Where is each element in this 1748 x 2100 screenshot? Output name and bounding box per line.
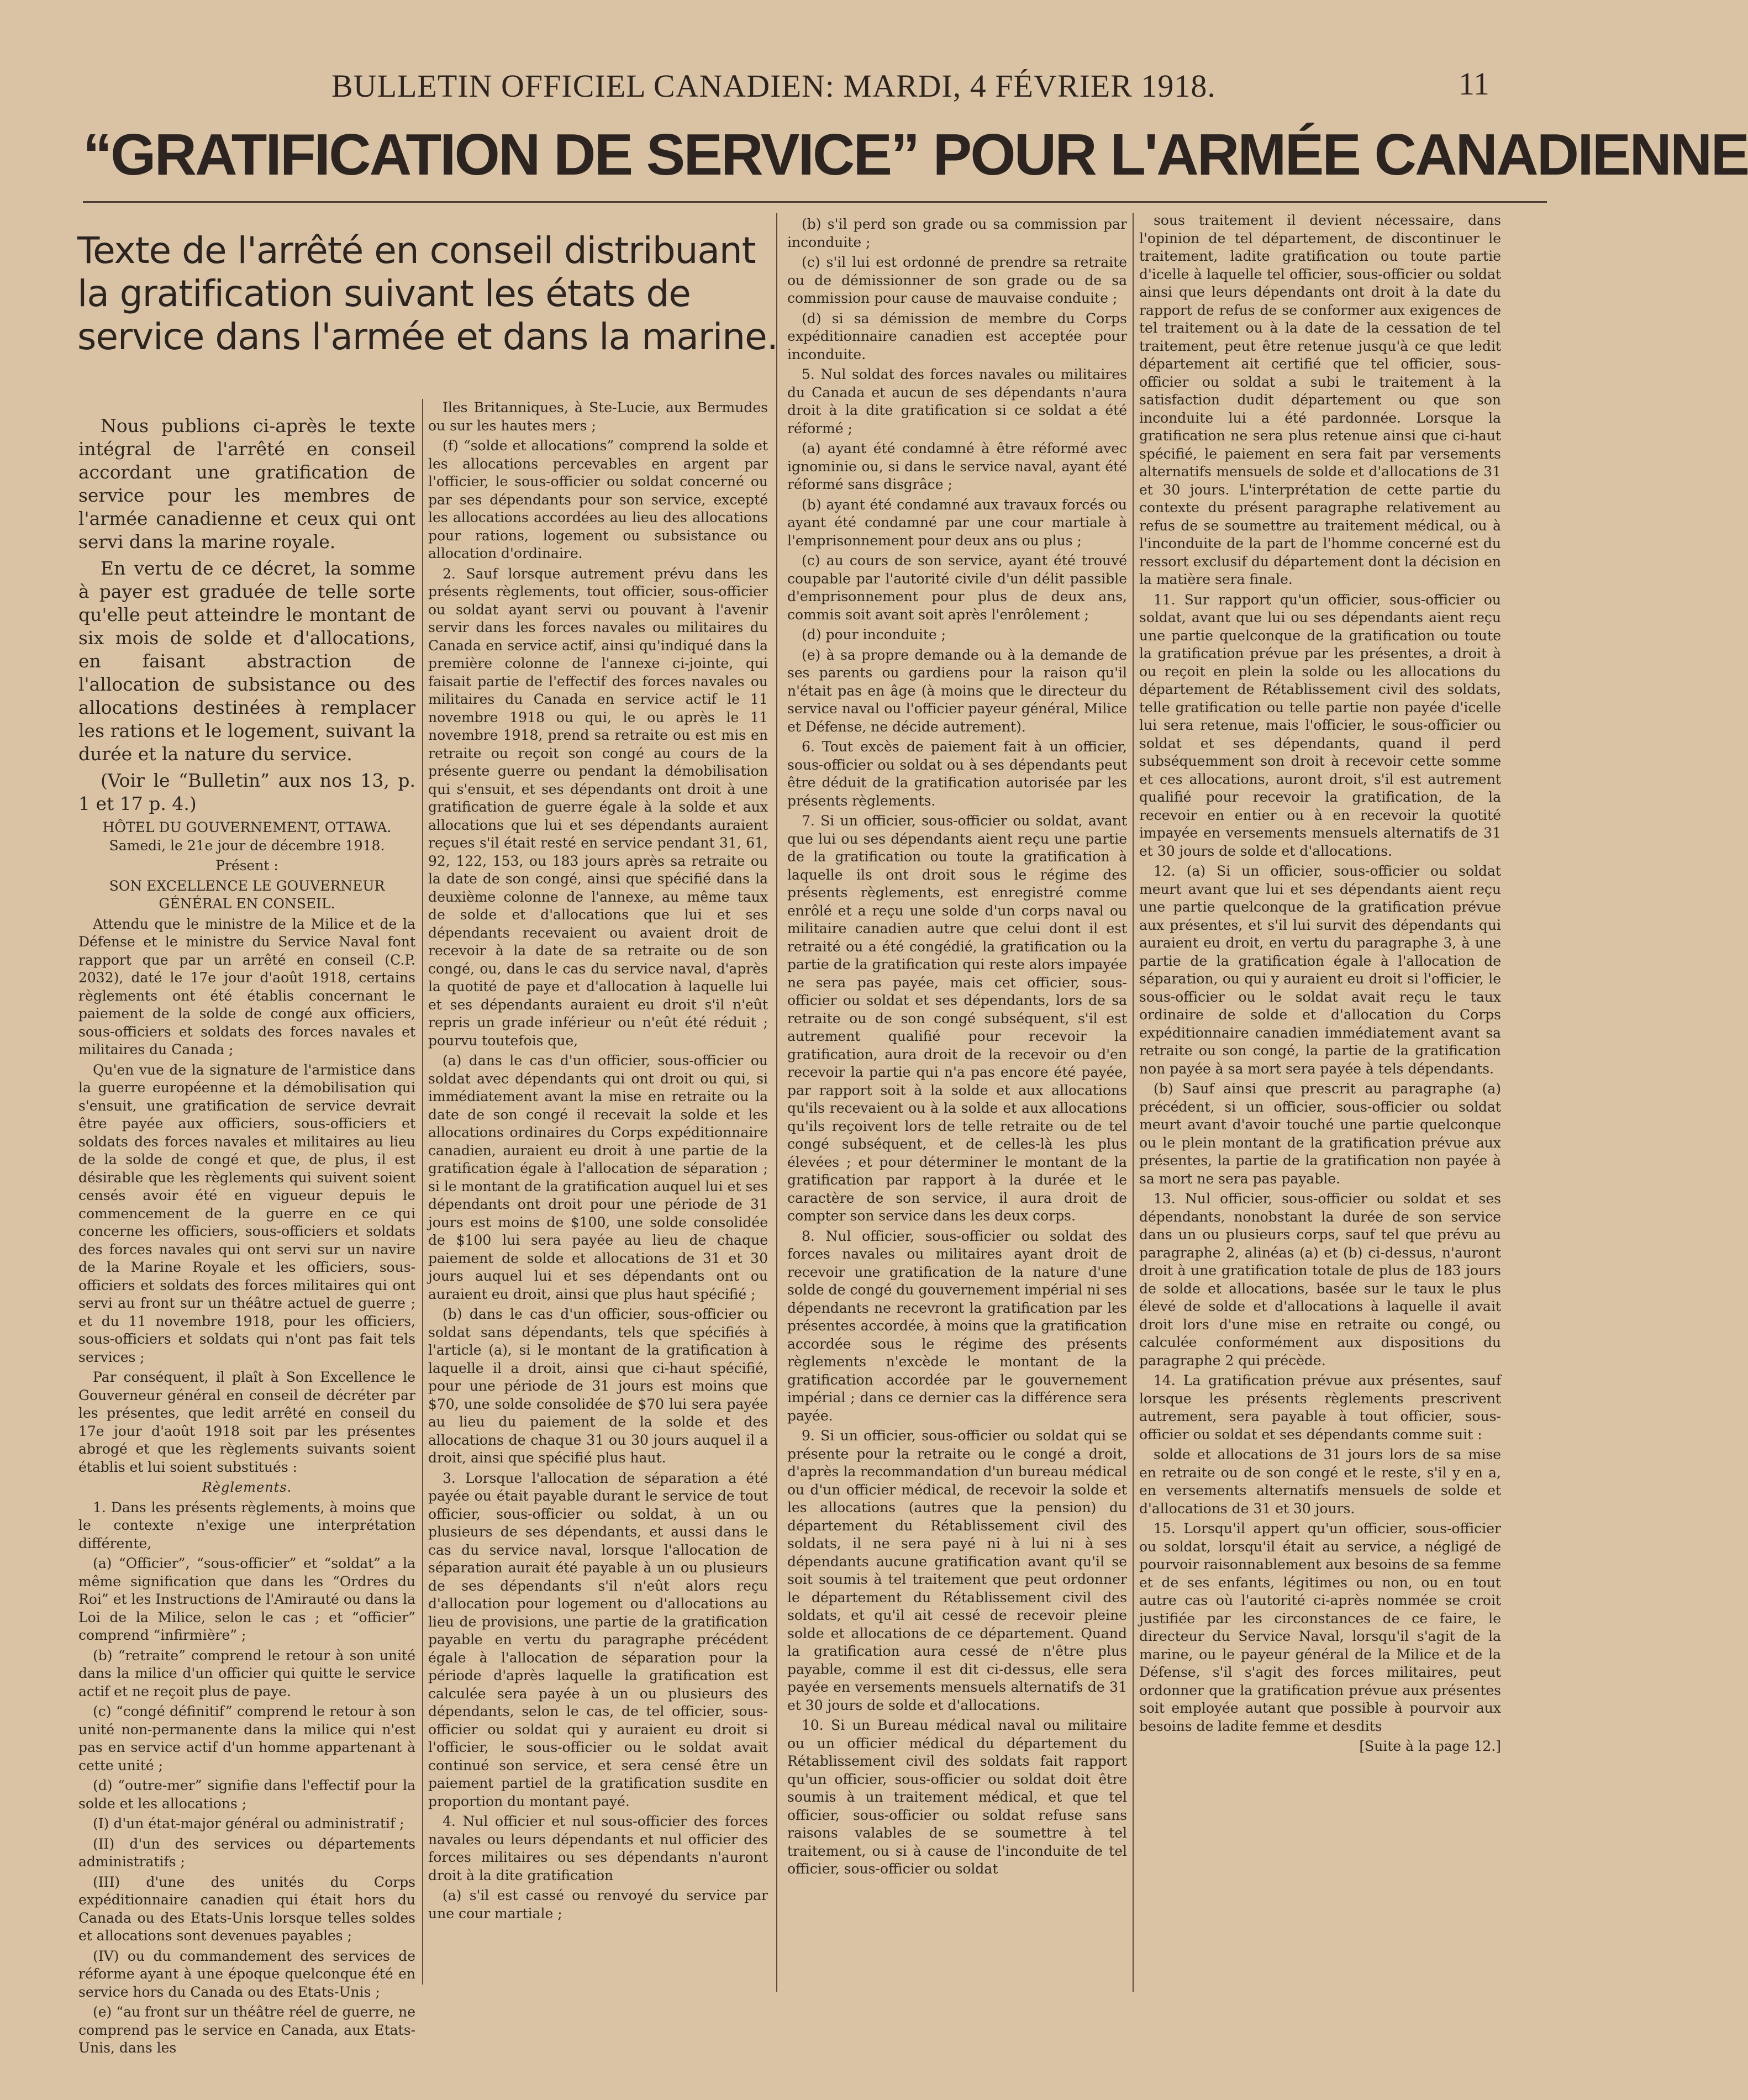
paragraph: (II) d'un des services ou départements administratifs ; [78,1835,415,1870]
column-1 [78,414,415,2056]
paragraph: (I) d'un état-major général ou administratif ; [93,1815,404,1831]
intro-paragraph: En vertu de ce décret, la somme à payer est graduée de telle sorte qu'elle peut atteindre le montant de six mois de solde et d'allocations, en faisant abstraction de l'allocation de subsistance ou des allocations destinées à remplacer les rations et le logement, suivant la durée et la nature du service. [78,557,415,765]
page-number: 11 [1459,66,1489,102]
paragraph: (a) ayant été condamné à être réformé avec ignominie ou, si dans le service naval, ayant été réformé sans disgrâce ; [787,440,1127,492]
column-divider [1133,213,1134,1992]
paragraph: (c) s'il lui est ordonné de prendre sa retraite ou de démissionner de son grade ou de sa commission pour cause de mauvaise conduite ; [787,254,1127,306]
paragraph: (d) “outre-mer” signifie dans l'effectif pour la solde et les allocations ; [78,1777,415,1812]
paragraph: 12. (a) Si un officier, sous-officier ou soldat meurt avant que lui et ses dépendants aient reçu une partie quelconque de la gratification prévue aux présentes, et s'il lui survit des dépendants qui auraient eu droit, en vertu du paragraphe 3, à une partie de la gratification égale à l'allocation de séparation, ou qui y auraient eu droit si l'officier, le sous-officier ou le soldat avait reçu le taux ordinaire de solde et d'allocation du Corps expéditionnaire canadien immédiatement avant sa retraite ou son congé, la partie de la gratification non payée à sa mort sera payée à tels dépendants. [1139,863,1501,1077]
intro-paragraph: Nous publions ci-après le texte intégral de l'arrêté en conseil accordant une gratification de service pour les membres de l'armée canadienne et ceux qui ont servi dans la marine royale. [78,415,415,552]
paragraph: 13. Nul officier, sous-officier ou soldat et ses dépendants, nonobstant la durée de son service dans un ou plusieurs corps, sauf tel que prévu au paragraphe 2, alinéas (a) et (b) ci-dessus, n'auront droit à une gratification totale de plus de 183 jours de solde et allocations, basée sur le taux le plus élevé de solde et d'allocations à laquelle il avait droit lors d'une mise en retraite ou congé, ou calculée conformément aux dispositions du paragraphe 2 qui précède. [1139,1191,1501,1369]
column-divider [776,213,777,1992]
paragraph: 4. Nul officier et nul sous-officier des forces navales ou leurs dépendants et nul officier des forces militaires ou ses dépendants n'auront droit à la dite gratification [428,1813,768,1883]
dateline: HÔTEL DU GOUVERNEMENT, OTTAWA. Samedi, le 21e jour de décembre 1918. [102,819,392,854]
paragraph: (b) dans le cas d'un officier, sous-officier ou soldat sans dépendants, tels que spécifiés à l'article (a), si le montant de la gratification à laquelle il a droit, ainsi que ci-haut spécifié, pour une période de 31 jours est moins que $70, une solde consolidée de $70 lui sera payée au lieu du paiement de la solde et des allocations de chaque 31 ou 30 jours auquel il a droit, ainsi que spécifié plus haut. [428,1306,768,1466]
paragraph: 1. Dans les présents règlements, à moins que le contexte n'exige une interprétation différente, [78,1499,415,1551]
paragraph: (b) ayant été condamné aux travaux forcés ou ayant été condamné par une cour martiale à l'emprisonnement pour deux ans ou plus ; [787,496,1127,549]
paragraph: sous traitement il devient nécessaire, dans l'opinion de tel département, de discontinuer le traitement, ladite gratification ou toute partie d'icelle à laquelle tel officier, sous-officier ou soldat ainsi que leurs dépendants ont droit à la date du rapport de refus de se conformer aux exigences de tel traitement ou à la date de la cessation de tel traitement, peut être retenue jusqu'à ce que ledit département ait certifié que tel officier, sous-officier ou soldat a subi le traitement à la satisfaction dudit département ou que son inconduite lui a été pardonnée. Lorsque la gratification ne sera plus retenue ainsi que ci-haut spécifié, le paiement en sera fait par versements alternatifs mensuels de solde et d'allocations de 31 et 30 jours. L'interprétation de cette partie du contexte du présent paragraphe relativement au refus de se soumettre au traitement médical, ou à l'inconduite de la part de l'homme concerné est du ressort exclusif du département dont la décision en la matière sera finale. [1139,212,1501,587]
masthead: BULLETIN OFFICIEL CANADIEN: MARDI, 4 FÉVRIER 1918. [331,68,1216,104]
column-divider [422,399,423,1985]
present-label: Présent : [215,857,278,873]
paragraph: (III) d'une des unités du Corps expéditionnaire canadien qui était hors du Canada ou des Etats-Unis lorsque telles soldes et allocations sont devenues payables ; [78,1873,415,1944]
paragraph: 10. Si un Bureau médical naval ou militaire ou un officier médical du département du Rétablissement civil des soldats fait rapport qu'un officier, sous-officier ou soldat doit être soumis à un traitement médical, et que tel officier, sous-officier ou soldat refuse sans raisons valables de se soumettre à tel traitement, ou si à cause de l'inconduite de tel officier, sous-officier ou soldat [787,1717,1127,1877]
paragraph: 8. Nul officier, sous-officier ou soldat des forces navales ou militaires ayant droit de recevoir une gratification de la nature d'une solde de congé du gouvernement impérial ni ses dépendants ne recevront la gratification par les présentes accordée, à moins que la gratification accordée sous le régime des présents règlements n'excède le montant de la gratification accordée par le gouvernement impérial ; dans ce dernier cas la différence sera payée. [787,1228,1127,1424]
paragraph: Par conséquent, il plaît à Son Excellence le Gouverneur général en conseil de décréter par les présentes, que ledit arrêté en conseil du 17e jour d'août 1918 soit par les présentes abrogé et que les règlements suivants soient établis et lui soient substitués : [78,1369,415,1475]
paragraph: 5. Nul soldat des forces navales ou militaires du Canada et aucun de ses dépendants n'aura droit à la dite gratification si ce soldat a été réformé ; [787,366,1127,436]
paragraph: Attendu que le ministre de la Milice et de la Défense et le ministre du Service Naval font rapport que par un arrêté en conseil (C.P. 2032), daté le 17e jour d'août 1918, certains règlements ont été établis concernant le paiement de la solde de congé aux officiers, sous-officiers et soldats des forces navales et militaires du Canada ; [78,915,415,1057]
paragraph: 9. Si un officier, sous-officier ou soldat qui se présente pour la retraite ou le congé a droit, d'après la recommandation d'un bureau médical ou d'un officier médical, de recevoir la solde et les allocations (autres que la pension) du département du Rétablissement civil des soldats, il ne sera payé ni à lui ni à ses dépendants aucune gratification avant qu'il se soit soumis à tel traitement que peut ordonner le département du Rétablissement civil des soldats, et qu'il ait cessé de recevoir pleine solde et allocations de ce département. Quand la gratification aura cessé de n'être plus payable, comme il est dit ci-dessus, elle sera payée en versements mensuels alternatifs de 31 et 30 jours de solde et d'allocations. [787,1428,1127,1713]
subheadline: Texte de l'arrêté en conseil distribuant la gratification suivant les états de service dans l'armée et dans la marine. [77,229,778,358]
paragraph: Iles Britanniques, à Ste-Lucie, aux Bermudes ou sur les hautes mers ; [428,399,768,434]
paragraph: (b) s'il perd son grade ou sa commission par inconduite ; [787,216,1127,250]
paragraph: (IV) ou du commandement des services de réforme ayant à une époque quelconque été en service hors du Canada ou des Etats-Unis ; [78,1948,415,2000]
headline-rule [83,201,1547,203]
paragraph: 6. Tout excès de paiement fait à un officier, sous-officier ou soldat ou à ses dépendants peut être déduit de la gratification autorisée par les présents règlements. [787,739,1127,809]
governor-line: SON EXCELLENCE LE GOUVERNEUR GÉNÉRAL EN CONSEIL. [109,877,385,912]
paragraph: Qu'en vue de la signature de l'armistice dans la guerre européenne et la démobilisation qui s'ensuit, une gratification de service devrait être payée aux officiers, sous-officiers et soldats des forces navales et militaires au lieu de la solde de congé et que, de plus, il est désirable que les règlements qui suivent soient censés avoir été en vigueur depuis le commencement de la guerre en ce qui concerne les officiers, sous-officiers et soldats des forces navales qui ont servi sur un navire de la Marine Royale et les officiers, sous-officiers et soldats des forces militaires qui ont servi au front sur un théâtre actuel de guerre ; et du 11 novembre 1918, pour les officiers, sous-officiers et soldats qui n'ont pas fait tels services ; [78,1061,415,1365]
paragraph: 15. Lorsqu'il appert qu'un officier, sous-officier ou soldat, lorsqu'il était au service, a négligé de pourvoir raisonnablement aux besoins de sa femme et de ses enfants, légitimes ou non, ou en tout autre cas où l'autorité ci-après nommée se croit justifiée par les circonstances de ce faire, le directeur du Service Naval, lorsqu'il s'agit de la marine, ou le payeur général de la Milice et de la Défense, s'il s'agit des forces militaires, peut ordonner que la gratification prévue aux présentes soit employée autant que possible à pourvoir aux besoins de ladite femme et desdits [1139,1520,1501,1734]
section-heading: Règlements. [202,1480,292,1495]
paragraph: (a) s'il est cassé ou renvoyé du service par une cour martiale ; [428,1887,768,1922]
paragraph: 11. Sur rapport qu'un officier, sous-officier ou soldat, avant que lui ou ses dépendants aient reçu une partie quelconque de la gratification ou toute la gratification prévue par les présentes, a droit à ou reçoit en plein la solde ou les allocations du département de Rétablissement civil des soldats, telle gratification ou telle partie non payée d'icelle lui sera retenue, mais l'officier, le sous-officier ou soldat et ses dépendants, quand il perd subséquemment son droit à recevoir cette somme et ces allocations, auront droit, s'il est autrement qualifié pour recevoir la gratification, de la recevoir en entier ou à en recevoir la quotité impayée en versements mensuels alternatifs de 31 et 30 jours de solde et d'allocations. [1139,591,1501,859]
paragraph: solde et allocations de 31 jours lors de sa mise en retraite ou de son congé et le reste, s'il y en a, en versements alternatifs mensuels de solde et d'allocations de 31 et 30 jours. [1139,1446,1501,1517]
intro-paragraph: (Voir le “Bulletin” aux nos 13, p. 1 et 17 p. 4.) [78,770,415,814]
column-4 [1139,212,1501,1980]
intro [78,414,415,815]
continued-note: [Suite à la page 12.] [1359,1738,1501,1754]
paragraph: (b) Sauf ainsi que prescrit au paragraphe (a) précédent, si un officier, sous-officier ou soldat meurt avant d'avoir touché une partie quelconque ou le plein montant de la gratification prévue aux présentes, la partie de la gratification non payée à sa mort ne sera pas payable. [1139,1081,1501,1187]
paragraph: (c) au cours de son service, ayant été trouvé coupable par l'autorité civile d'un délit passible d'emprisonnement pour plus de deux ans, commis soit avant soit après l'enrôlement ; [787,552,1127,623]
paragraph: (a) dans le cas d'un officier, sous-officier ou soldat avec dépendants qui ont droit ou qui, si immédiatement avant la mise en retraite ou la date de son congé il recevait la solde et les allocations ordinaires du Corps expéditionnaire canadien, auraient eu droit à une partie de la gratification égale à l'allocation de séparation ; si le montant de la gratification auquel lui et ses dépendants ont droit pour une période de 31 jours est moins de $100, une solde consolidée de $100 lui sera payée au lieu de chaque paiement de solde et allocations de 31 et 30 jours auquel lui et ses dépendants ont ou auraient eu droit, ainsi que plus haut spécifié ; [428,1052,768,1302]
column-2 [428,399,768,1996]
paragraph: 2. Sauf lorsque autrement prévu dans les présents règlements, tout officier, sous-officier ou soldat ayant servi ou pouvant à l'avenir servir dans les forces navales ou militaires du Canada en service actif, ainsi qu'indiqué dans la première colonne de l'annexe ci-jointe, qui faisait partie de l'effectif des forces navales ou militaires du Canada en service actif le 11 novembre 1918 ou qui, le ou après le 11 novembre 1918, prend sa retraite ou est mis en retraite ou reçoit son congé au cours de la présente guerre ou pendant la démobilisation qui s'ensuit, et ses dépendants ont droit à une gratification de guerre égale à la solde et aux allocations que lui et ses dépendants auraient reçues s'il était resté en service pendant 31, 61, 92, 122, 153, ou 183 jours après sa retraite ou la date de son congé, ainsi que spécifié dans la deuxième colonne de l'annexe, au même taux de solde et d'allocations que lui et ses dépendants recevaient ou avaient droit de recevoir à la date de sa retraite ou de son congé, ou, dans le cas du service naval, d'après la quotité de paye et d'allocation à laquelle lui et ses dépendants auraient eu droit s'il n'eût repris un grade inférieur ou n'eût été réduit ; pourvu toutefois que, [428,565,768,1049]
paragraph: (f) “solde et allocations” comprend la solde et les allocations percevables en argent par l'officier, le sous-officier ou soldat concerné ou par ses dépendants pour son service, excepté les allocations accordées au lieu des allocations pour rations, logement ou subsistance ou allocation d'ordinaire. [428,438,768,561]
paragraph: 3. Lorsque l'allocation de séparation a été payée ou était payable durant le service de tout officier, sous-officier ou soldat, à un ou plusieurs de ses dépendants, et aussi dans le cas du service naval, lorsque l'allocation de séparation aurait été payable à un ou plusieurs de ses dépendants s'il n'eût alors reçu d'allocation pour logement ou d'allocations au lieu de provisions, une partie de la gratification payable en vertu du paragraphe précédent égale à l'allocation de séparation pour la période d'après laquelle la gratification est calculée sera payée à un ou plusieurs des dépendants, selon le cas, de tel officier, sous-officier ou soldat qui y auraient eu droit si l'officier, le sous-officier ou le soldat avait continué son service, et sera censé être un paiement partiel de la gratification susdite en proportion du montant payé. [428,1470,768,1809]
paragraph: (a) “Officier”, “sous-officier” et “soldat” a la même signification que dans les “Ordres du Roi” et les Instructions de l'Amirauté ou dans la Loi de la Milice, selon le cas ; et “officier” comprend “infirmière” ; [78,1555,415,1643]
paragraph: (e) à sa propre demande ou à la demande de ses parents ou gardiens pour la raison qu'il n'était pas en âge (à moins que le directeur du service naval ou l'officier payeur général, Milice et Défense, ne décide autrement). [787,646,1127,735]
headline: “GRATIFICATION DE SERVICE” POUR L'ARMÉE CANADIENNE [83,122,1748,187]
column-3 [787,215,1127,1994]
paragraph: (c) “congé définitif” comprend le retour à son unité non-permanente dans la milice qui n'est pas en service actif d'un homme appartenant à cette unité ; [78,1703,415,1773]
paragraph: (b) “retraite” comprend le retour à son unité dans la milice d'un officier qui quitte le service actif et ne reçoit plus de paye. [78,1647,415,1699]
paragraph: (e) “au front sur un théâtre réel de guerre, ne comprend pas le service en Canada, aux Etats-Unis, dans les [78,2004,415,2056]
paragraph: (d) pour inconduite ; [802,627,946,643]
paragraph: (d) si sa démission de membre du Corps expéditionnaire canadien est acceptée pour inconduite. [787,310,1127,362]
paragraph: 7. Si un officier, sous-officier ou soldat, avant que lui ou ses dépendants aient reçu une partie de la gratification ou toute la gratification à laquelle ils ont droit sous le régime des présents règlements, est enregistré comme enrôlé et a reçu une solde d'un corps naval ou militaire canadien autre que celui dont il est retraité ou a été congédié, la gratification ou la partie de la gratification qui reste alors impayée ne sera pas payée, mais cet officier, sous-officier ou soldat et ses dépendants, lors de sa retraite ou de son congé subséquent, s'il est autrement qualifié pour recevoir la gratification, aura droit de la recevoir ou d'en recevoir la partie qui n'a pas encore été payée, par rapport soit à la solde et aux allocations qu'ils recevaient ou à la solde et aux allocations qu'ils reçoivent lors de telle retraite ou de tel congé subséquent, et de celles-là les plus élevées ; et pour déterminer le montant de la gratification par rapport à la durée et le caractère de son service, il aura droit de compter son service dans les deux corps. [787,813,1127,1224]
paragraph: 14. La gratification prévue aux présentes, sauf lorsque les présents règlements prescrivent autrement, sera payable à tout officier, sous-officier ou soldat et ses dépendants comme suit : [1139,1372,1501,1443]
